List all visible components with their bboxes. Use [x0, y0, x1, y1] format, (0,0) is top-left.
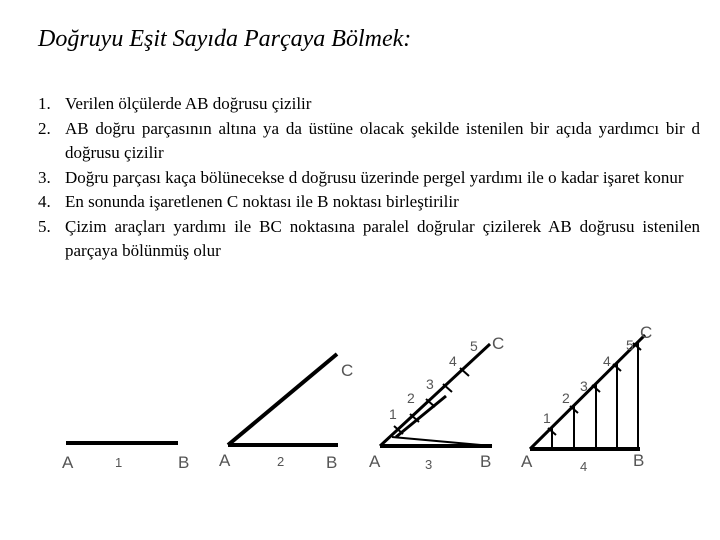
mark-label: 1: [543, 410, 551, 426]
mark-label: 4: [603, 353, 611, 369]
step-number: 2.: [38, 118, 51, 138]
step-item: [38, 215, 700, 264]
construction-figures: [0, 300, 720, 540]
mark-label: 1: [389, 406, 397, 422]
mark-label: 2: [562, 390, 570, 406]
mark-label: 2: [407, 390, 415, 406]
steps-list: [38, 92, 700, 264]
point-a-label: A: [521, 452, 533, 471]
figure-4: [521, 323, 652, 474]
step-number: 3.: [38, 167, 51, 187]
figure-3: [369, 334, 504, 472]
step-text: Doğru parçası kaça bölünecekse d doğrusu üzerinde pergel yardımı ile o kadar işaret konur: [65, 167, 684, 187]
mark-label: 3: [426, 376, 434, 392]
step-number: 5.: [38, 216, 51, 236]
point-c-label: C: [640, 323, 653, 342]
step-text: Verilen ölçülerde AB doğrusu çizilir: [65, 94, 312, 113]
step-number: 4.: [38, 192, 51, 211]
step-item: [38, 190, 700, 215]
auxiliary-line-thick: [396, 396, 446, 437]
point-a-label: A: [62, 453, 74, 472]
step-text: AB doğru parçasının altına ya da üstüne olacak şekilde istenilen bir açıda yardımcı bir d doğrusu çizilir: [65, 118, 700, 162]
step-label: 4: [580, 459, 588, 474]
auxiliary-line-d: [380, 344, 490, 446]
point-c-label: C: [341, 361, 354, 380]
mark-label: 5: [470, 338, 478, 354]
step-label: 1: [115, 455, 123, 470]
point-c-label: C: [492, 334, 505, 353]
point-b-label: B: [480, 452, 492, 471]
mark-label: 5: [626, 337, 634, 353]
point-a-label: A: [219, 451, 231, 470]
step-label: 3: [425, 457, 433, 472]
step-text: Çizim araçları yardımı ile BC noktasına paralel doğrular çizilerek AB doğrusu istenilen parçaya bölünmüş olur: [65, 216, 700, 260]
auxiliary-line-d: [228, 354, 337, 445]
step-text: En sonunda işaretlenen C noktası ile B noktası birleştirilir: [65, 192, 459, 211]
page-title: Doğruyu Eşit Sayıda Parçaya Bölmek:: [38, 26, 412, 52]
step-label: 2: [277, 454, 285, 469]
step-item: [38, 92, 700, 117]
point-a-label: A: [369, 452, 381, 471]
step-item: [38, 117, 700, 166]
mark-label: 4: [449, 353, 457, 369]
compass-marks: [548, 343, 641, 435]
step-number: 1.: [38, 94, 51, 113]
mark-label: 3: [580, 378, 588, 394]
point-b-label: B: [326, 453, 338, 472]
figure-1: [62, 443, 189, 472]
point-b-label: B: [178, 453, 190, 472]
figure-2: [219, 354, 353, 472]
point-b-label: B: [633, 451, 645, 470]
step-item: [38, 166, 700, 191]
